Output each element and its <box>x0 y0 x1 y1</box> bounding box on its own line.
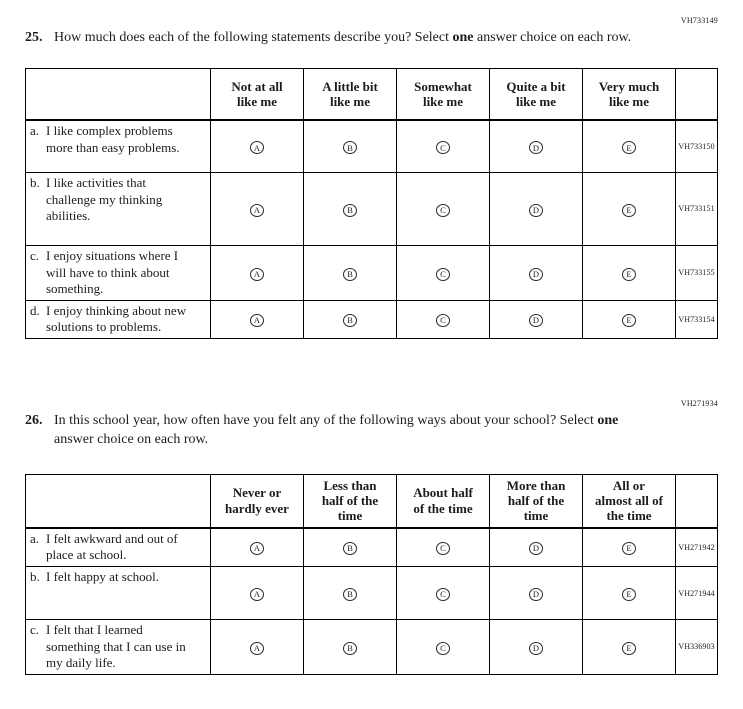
question-26-text-after: answer choice on each row. <box>54 431 209 447</box>
option-c-bubble[interactable]: C <box>436 588 450 601</box>
answer-cell <box>490 172 583 245</box>
question-25-number: 25. <box>25 30 43 45</box>
option-b-bubble[interactable]: B <box>343 642 357 655</box>
question-26-item-code: VH271934 <box>680 399 718 409</box>
option-a-bubble[interactable]: A <box>250 314 264 327</box>
option-a-bubble[interactable]: A <box>250 141 264 154</box>
question-25-block <box>25 16 718 339</box>
answer-cell <box>211 245 304 300</box>
statement-text: I enjoy situations where I will have to think about something. <box>46 247 179 297</box>
statement-text: I felt awkward and out of place at school. <box>46 530 178 563</box>
option-d-bubble[interactable]: D <box>529 314 543 327</box>
q26-row-c <box>26 620 718 675</box>
answer-cell <box>583 567 676 620</box>
column-header-5 <box>583 474 676 527</box>
answer-cell <box>583 620 676 675</box>
column-header-1 <box>211 68 304 120</box>
option-d-bubble[interactable]: D <box>529 268 543 281</box>
q25-row-c <box>26 245 718 300</box>
row-letter: b. <box>30 174 40 190</box>
column-header-3 <box>397 68 490 120</box>
q26-header-row <box>26 474 718 527</box>
column-header-line: half of the <box>321 493 379 509</box>
column-header-line: Somewhat <box>414 78 472 94</box>
answer-cell <box>397 620 490 675</box>
column-header-line: Less than <box>323 477 377 493</box>
answer-cell <box>304 172 397 245</box>
option-c-bubble[interactable]: C <box>436 268 450 281</box>
option-b-bubble[interactable]: B <box>343 141 357 154</box>
option-e-bubble[interactable]: E <box>622 588 636 601</box>
answer-cell <box>397 172 490 245</box>
option-d-bubble[interactable]: D <box>529 642 543 655</box>
column-header-line: A little bit <box>322 78 378 94</box>
question-26-prompt <box>25 412 718 450</box>
row-item-code: VH271944 <box>676 567 718 620</box>
option-d-bubble[interactable]: D <box>529 588 543 601</box>
column-header-line: like me <box>422 94 464 110</box>
option-a-bubble[interactable]: A <box>250 268 264 281</box>
question-25-text <box>54 29 631 48</box>
column-header-2 <box>304 68 397 120</box>
statement-text: I felt happy at school. <box>46 569 159 585</box>
option-e-bubble[interactable]: E <box>622 268 636 281</box>
answer-cell <box>490 528 583 567</box>
column-header-line: Very much <box>598 78 660 94</box>
row-item-code: VH733151 <box>676 172 718 245</box>
question-25-item-code: VH733149 <box>680 16 718 25</box>
answer-cell <box>211 300 304 338</box>
statement-cell <box>26 120 211 172</box>
answer-cell <box>490 245 583 300</box>
blank-statement-header-cell <box>26 474 211 527</box>
answer-cell <box>211 620 304 675</box>
answer-cell <box>304 528 397 567</box>
q26-row-a <box>26 528 718 567</box>
option-c-bubble[interactable]: C <box>436 141 450 154</box>
option-c-bubble[interactable]: C <box>436 204 450 217</box>
column-header-line: Never or <box>232 485 282 501</box>
statement-cell <box>26 528 211 567</box>
blank-code-header-cell <box>676 68 718 120</box>
row-letter: a. <box>30 123 40 139</box>
row-letter: b. <box>30 569 40 585</box>
answer-cell <box>397 245 490 300</box>
option-c-bubble[interactable]: C <box>436 314 450 327</box>
column-header-5 <box>583 68 676 120</box>
row-letter: d. <box>30 302 40 318</box>
answer-cell <box>583 172 676 245</box>
column-header-4 <box>490 68 583 120</box>
question-26-table <box>25 474 718 675</box>
question-26-block <box>25 399 718 675</box>
answer-cell <box>397 120 490 172</box>
answer-cell <box>211 172 304 245</box>
answer-cell <box>211 528 304 567</box>
answer-cell <box>490 300 583 338</box>
q25-header-row <box>26 68 718 120</box>
option-b-bubble[interactable]: B <box>343 268 357 281</box>
statement-text: I enjoy thinking about new solutions to problems. <box>46 302 187 335</box>
question-25-table <box>25 68 718 339</box>
option-a-bubble[interactable]: A <box>250 542 264 555</box>
row-item-code: VH271942 <box>676 528 718 567</box>
option-b-bubble[interactable]: B <box>343 542 357 555</box>
option-b-bubble[interactable]: B <box>343 588 357 601</box>
answer-cell <box>304 120 397 172</box>
answer-cell <box>304 245 397 300</box>
answer-cell <box>583 120 676 172</box>
question-25-prompt <box>25 29 718 48</box>
q26-row-b <box>26 567 718 620</box>
option-c-bubble[interactable]: C <box>436 642 450 655</box>
column-header-line: Quite a bit <box>506 78 566 94</box>
blank-code-header-cell <box>676 474 718 527</box>
answer-cell <box>304 567 397 620</box>
option-a-bubble[interactable]: A <box>250 588 264 601</box>
answer-cell <box>211 567 304 620</box>
column-header-2 <box>304 474 397 527</box>
answer-cell <box>304 620 397 675</box>
column-header-line: More than <box>506 477 566 493</box>
statement-text: I like activities that challenge my thinking abilities. <box>46 174 163 224</box>
option-b-bubble[interactable]: B <box>343 204 357 217</box>
answer-cell <box>490 120 583 172</box>
column-header-line: like me <box>329 94 371 110</box>
column-header-line: like me <box>236 94 278 110</box>
row-item-code: VH336903 <box>676 620 718 675</box>
column-header-line: of the time <box>413 500 473 516</box>
answer-cell <box>583 245 676 300</box>
option-d-bubble[interactable]: D <box>529 204 543 217</box>
column-header-line: Not at all <box>231 78 283 94</box>
answer-cell <box>397 528 490 567</box>
row-item-code: VH733150 <box>676 120 718 172</box>
answer-cell <box>583 528 676 567</box>
q25-row-b <box>26 172 718 245</box>
statement-cell <box>26 172 211 245</box>
question-25-text-before: How much does each of the following statements describe you? Select <box>54 30 453 45</box>
answer-cell <box>397 300 490 338</box>
q25-row-a <box>26 120 718 172</box>
option-b-bubble[interactable]: B <box>343 314 357 327</box>
statement-cell <box>26 245 211 300</box>
question-26-number: 26. <box>25 413 43 429</box>
option-a-bubble[interactable]: A <box>250 204 264 217</box>
column-header-4 <box>490 474 583 527</box>
q25-row-d <box>26 300 718 338</box>
row-letter: c. <box>30 622 40 638</box>
option-c-bubble[interactable]: C <box>436 542 450 555</box>
question-26-text-before: In this school year, how often have you felt any of the following ways about your school? Select <box>54 413 598 429</box>
answer-cell <box>490 620 583 675</box>
option-e-bubble[interactable]: E <box>622 141 636 154</box>
statement-cell <box>26 567 211 620</box>
option-e-bubble[interactable]: E <box>622 642 636 655</box>
answer-cell <box>304 300 397 338</box>
column-header-line: half of the <box>507 493 565 509</box>
column-header-line: About half <box>413 485 473 501</box>
option-d-bubble[interactable]: D <box>529 141 543 154</box>
column-header-line: like me <box>608 94 650 110</box>
question-25-text-bold: one <box>452 30 474 45</box>
answer-cell <box>583 300 676 338</box>
option-e-bubble[interactable]: E <box>622 314 636 327</box>
blank-statement-header-cell <box>26 68 211 120</box>
column-header-line: time <box>523 508 549 524</box>
column-header-line: time <box>337 508 363 524</box>
column-header-line: the time <box>606 508 652 524</box>
column-header-line: like me <box>515 94 557 110</box>
option-e-bubble[interactable]: E <box>622 204 636 217</box>
column-header-line: almost all of <box>595 493 663 509</box>
option-a-bubble[interactable]: A <box>250 642 264 655</box>
column-header-3 <box>397 474 490 527</box>
statement-cell <box>26 300 211 338</box>
column-header-line: All or <box>612 477 646 493</box>
answer-cell <box>397 567 490 620</box>
statement-text: I felt that I learned something that I can use in my daily life. <box>46 622 186 671</box>
question-25-text-after: answer choice on each row. <box>473 30 632 45</box>
row-letter: a. <box>30 530 40 546</box>
question-26-text <box>54 412 632 450</box>
row-item-code: VH733154 <box>676 300 718 338</box>
answer-cell <box>490 567 583 620</box>
question-26-text-bold: one <box>597 413 619 429</box>
answer-cell <box>211 120 304 172</box>
option-e-bubble[interactable]: E <box>622 542 636 555</box>
statement-text: I like complex problems more than easy problems. <box>46 123 180 156</box>
statement-cell <box>26 620 211 675</box>
row-item-code: VH733155 <box>676 245 718 300</box>
column-header-line: hardly ever <box>225 500 289 516</box>
option-d-bubble[interactable]: D <box>529 542 543 555</box>
column-header-1 <box>211 474 304 527</box>
row-letter: c. <box>30 247 40 263</box>
